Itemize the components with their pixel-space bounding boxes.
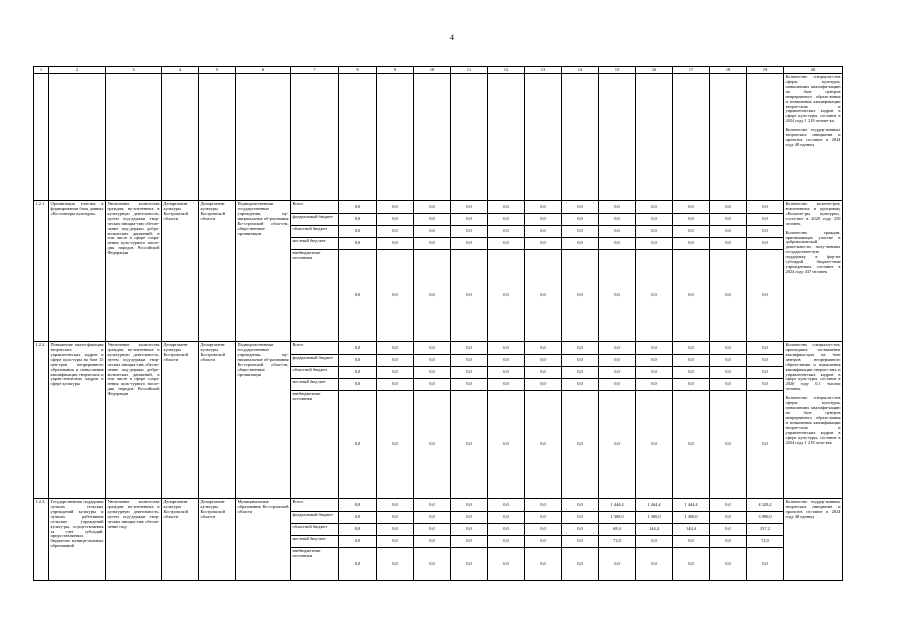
funding-value: 0,0 bbox=[339, 512, 377, 524]
funding-value: 0,0 bbox=[636, 250, 673, 342]
funding-value: 0,0 bbox=[525, 201, 562, 214]
column-number: 16 bbox=[636, 67, 673, 74]
funding-value: 0,0 bbox=[377, 250, 414, 342]
funding-source-label: федеральный бюджет bbox=[291, 214, 339, 226]
funding-value: 0,0 bbox=[710, 391, 747, 499]
funding-value: 0,0 bbox=[339, 524, 377, 536]
funding-value: 0,0 bbox=[339, 499, 377, 512]
funding-value: 0,0 bbox=[525, 238, 562, 250]
column-number: 1 bbox=[34, 67, 49, 74]
funding-value: 0,0 bbox=[636, 391, 673, 499]
funding-value: 0,0 bbox=[562, 512, 599, 524]
funding-value: 0,0 bbox=[710, 524, 747, 536]
funding-value: 0,0 bbox=[488, 367, 525, 379]
funding-value: 0,0 bbox=[562, 548, 599, 581]
funding-value: 0,0 bbox=[451, 512, 488, 524]
funding-value: 0,0 bbox=[673, 391, 710, 499]
funding-value: 0,0 bbox=[562, 214, 599, 226]
funding-value: 0,0 bbox=[488, 342, 525, 355]
funding-value: 0,0 bbox=[636, 342, 673, 355]
funding-value: 0,0 bbox=[673, 238, 710, 250]
funding-value: 0,0 bbox=[377, 512, 414, 524]
co-executor: Департамент культуры Костромской области bbox=[199, 342, 236, 499]
funding-value: 0,0 bbox=[710, 214, 747, 226]
funding-value: 0,0 bbox=[636, 355, 673, 367]
funding-value: 0,0 bbox=[377, 238, 414, 250]
co-executor: Департамент культуры Костромской области bbox=[199, 201, 236, 342]
participants: Муниципальные образования Ко-стромской области bbox=[236, 499, 291, 581]
activity-name: Повышение квали-фикации творческих и управленческих кадров в сфере куль-туры на базе 15 цен-тров непрерывного образования и повы-шения квалификации творческих и управ-ленческих кадров в сфере культуры bbox=[49, 342, 106, 499]
funding-value: 0,0 bbox=[562, 524, 599, 536]
funding-value: 0,0 bbox=[339, 355, 377, 367]
funding-value: 0,0 bbox=[710, 355, 747, 367]
funding-value: 0,0 bbox=[562, 238, 599, 250]
funding-value: 4 329,2 bbox=[747, 499, 784, 512]
funding-value: 0,0 bbox=[339, 379, 377, 391]
funding-value: 72,0 bbox=[599, 536, 636, 548]
activity-row bbox=[34, 499, 843, 512]
funding-value: 0,0 bbox=[488, 512, 525, 524]
funding-value: 0,0 bbox=[414, 238, 451, 250]
funding-value: 0,0 bbox=[339, 548, 377, 581]
funding-value: 0,0 bbox=[710, 238, 747, 250]
column-number: 19 bbox=[747, 67, 784, 74]
column-number: 15 bbox=[599, 67, 636, 74]
funding-value: 0,0 bbox=[525, 499, 562, 512]
funding-value: 0,0 bbox=[599, 355, 636, 367]
activity-number: 1.2.1. bbox=[34, 201, 49, 342]
funding-value: 0,0 bbox=[377, 342, 414, 355]
funding-value: 0,0 bbox=[339, 250, 377, 342]
column-number: 20 bbox=[784, 67, 843, 74]
funding-source-label: местный бюд-жет bbox=[291, 536, 339, 548]
funding-value: 1 300,0 bbox=[636, 512, 673, 524]
funding-value: 0,0 bbox=[377, 391, 414, 499]
responsible-executor: Департамент культуры Костромской области bbox=[162, 499, 199, 581]
funding-value: 0,0 bbox=[747, 201, 784, 214]
funding-value: 0,0 bbox=[451, 250, 488, 342]
funding-value: 0,0 bbox=[414, 524, 451, 536]
funding-value: 0,0 bbox=[451, 201, 488, 214]
funding-value: 0,0 bbox=[747, 214, 784, 226]
funding-value: 0,0 bbox=[562, 342, 599, 355]
result-paragraph: Количество поддер-жанных творческих инициатив и проектов составит в 2024 году 48 единиц bbox=[785, 127, 841, 147]
funding-value: 144,4 bbox=[636, 524, 673, 536]
funding-value: 0,0 bbox=[377, 499, 414, 512]
funding-value: 0,0 bbox=[636, 214, 673, 226]
result-paragraph: Количество волонте-ров, вовлеченных в программу «Волонте-ры культуры», соста-вит в 2020 году 250 человек. bbox=[785, 201, 841, 226]
funding-value: 0,0 bbox=[488, 536, 525, 548]
funding-value: 0,0 bbox=[599, 214, 636, 226]
funding-value: 0,0 bbox=[339, 214, 377, 226]
funding-value: 0,0 bbox=[562, 367, 599, 379]
funding-value: 0,0 bbox=[488, 499, 525, 512]
funding-value: 0,0 bbox=[747, 238, 784, 250]
funding-value: 0,0 bbox=[747, 379, 784, 391]
funding-value: 0,0 bbox=[414, 536, 451, 548]
funding-value: 0,0 bbox=[599, 250, 636, 342]
funding-value: 0,0 bbox=[377, 379, 414, 391]
funding-source-label: Всего bbox=[291, 499, 339, 512]
activity-name: Государственная поддержка лучших сельских учреждений культуры и лучших работников сельских учреждений культу-ры, осуществляемая за счет субсидий, предоставляемых бюджетам муници-пальных образований bbox=[49, 499, 106, 581]
co-executor: Департамент культуры Костромской области bbox=[199, 499, 236, 581]
funding-value: 0,0 bbox=[673, 536, 710, 548]
responsible-executor: Департамент культуры Костромской области bbox=[162, 201, 199, 342]
funding-value: 144,4 bbox=[673, 524, 710, 536]
column-number-row bbox=[34, 67, 843, 74]
funding-value: 0,0 bbox=[747, 342, 784, 355]
funding-value: 1 300,0 bbox=[673, 512, 710, 524]
funding-value: 0,0 bbox=[710, 201, 747, 214]
funding-value: 0,0 bbox=[451, 342, 488, 355]
funding-value: 0,0 bbox=[636, 238, 673, 250]
column-number: 13 bbox=[525, 67, 562, 74]
funding-value: 0,0 bbox=[525, 214, 562, 226]
funding-value: 0,0 bbox=[636, 226, 673, 238]
funding-value: 1 444,4 bbox=[636, 499, 673, 512]
continuation-row bbox=[34, 74, 843, 201]
funding-value: 0,0 bbox=[525, 379, 562, 391]
funding-value: 0,0 bbox=[710, 548, 747, 581]
funding-value: 0,0 bbox=[599, 391, 636, 499]
result-paragraph: Количество специали-стов, прошедших по-вышение квалифика-ции на базе центров непрерывного образо-вания и повышения квалификации творчес-ких и управленческих кадров в сфере куль-туры, составит в 2020 году 0,1 тысячи человек. bbox=[785, 342, 841, 392]
responsible-executor: Департамент культуры Костромской области bbox=[162, 342, 199, 499]
program-table bbox=[33, 66, 843, 581]
funding-source-label: внебюджетные источники bbox=[291, 548, 339, 581]
funding-value: 0,0 bbox=[377, 548, 414, 581]
column-number: 14 bbox=[562, 67, 599, 74]
funding-value: 0,0 bbox=[488, 391, 525, 499]
funding-value: 1 444,4 bbox=[599, 499, 636, 512]
funding-value: 0,0 bbox=[599, 548, 636, 581]
result-paragraph: Количество специали-стов сферы культуры, повысивших квалифи-кацию на базе центров непрерывного образо-вания и повышения квалификации творче-ских и управленческих кадров в сфере куль-туры, составит в 2024 году 1 218 чело-век bbox=[785, 395, 841, 445]
funding-value: 0,0 bbox=[673, 355, 710, 367]
funding-value: 0,0 bbox=[525, 524, 562, 536]
funding-value: 0,0 bbox=[525, 536, 562, 548]
funding-value: 0,0 bbox=[710, 512, 747, 524]
funding-value: 0,0 bbox=[488, 524, 525, 536]
funding-value: 0,0 bbox=[414, 391, 451, 499]
funding-value: 0,0 bbox=[562, 391, 599, 499]
funding-value: 0,0 bbox=[488, 238, 525, 250]
funding-value: 0,0 bbox=[562, 250, 599, 342]
funding-value: 357,2 bbox=[747, 524, 784, 536]
funding-value: 0,0 bbox=[339, 238, 377, 250]
result-paragraph: Количество поддер-жанных творческих инициатив и проектов составит в 2024 году 48 единиц bbox=[785, 499, 841, 519]
funding-value: 0,0 bbox=[599, 342, 636, 355]
funding-value: 0,0 bbox=[414, 367, 451, 379]
funding-value: 0,0 bbox=[710, 379, 747, 391]
funding-source-label: федеральный бюджет bbox=[291, 355, 339, 367]
funding-source-label: внебюджетные источники bbox=[291, 250, 339, 342]
funding-value: 0,0 bbox=[747, 391, 784, 499]
expected-result-cell bbox=[784, 201, 843, 342]
funding-value: 0,0 bbox=[451, 238, 488, 250]
funding-value: 0,0 bbox=[488, 250, 525, 342]
expected-result-cell bbox=[784, 342, 843, 499]
column-number: 12 bbox=[488, 67, 525, 74]
column-number: 4 bbox=[162, 67, 199, 74]
funding-value: 0,0 bbox=[599, 238, 636, 250]
column-number: 2 bbox=[49, 67, 106, 74]
funding-value: 0,0 bbox=[488, 214, 525, 226]
activity-row bbox=[34, 201, 843, 214]
column-number: 18 bbox=[710, 67, 747, 74]
funding-source-label: областной бюджет bbox=[291, 226, 339, 238]
funding-value: 0,0 bbox=[488, 379, 525, 391]
expected-result-cell bbox=[784, 74, 843, 201]
funding-value: 0,0 bbox=[414, 226, 451, 238]
funding-source-label: местный бюд-жет bbox=[291, 238, 339, 250]
funding-value: 0,0 bbox=[339, 201, 377, 214]
funding-value: 0,0 bbox=[451, 536, 488, 548]
funding-value: 0,0 bbox=[562, 379, 599, 391]
funding-value: 0,0 bbox=[488, 226, 525, 238]
funding-value: 0,0 bbox=[710, 226, 747, 238]
funding-value: 0,0 bbox=[339, 342, 377, 355]
funding-value: 0,0 bbox=[710, 367, 747, 379]
column-number: 5 bbox=[199, 67, 236, 74]
funding-value: 0,0 bbox=[562, 226, 599, 238]
funding-value: 0,0 bbox=[488, 355, 525, 367]
funding-value: 0,0 bbox=[414, 512, 451, 524]
funding-value: 0,0 bbox=[673, 201, 710, 214]
funding-value: 0,0 bbox=[562, 499, 599, 512]
funding-value: 0,0 bbox=[673, 226, 710, 238]
funding-value: 0,0 bbox=[451, 226, 488, 238]
funding-value: 0,0 bbox=[599, 226, 636, 238]
funding-value: 0,0 bbox=[414, 214, 451, 226]
funding-value: 0,0 bbox=[673, 548, 710, 581]
funding-value: 0,0 bbox=[747, 367, 784, 379]
funding-value: 1 300,0 bbox=[599, 512, 636, 524]
funding-value: 0,0 bbox=[747, 226, 784, 238]
funding-value: 0,0 bbox=[562, 355, 599, 367]
participants: Подведомственные государственные учреждения, му-ниципальные об-разования Ко-стромской обла-сти, общественные организации bbox=[236, 201, 291, 342]
funding-value: 0,0 bbox=[451, 214, 488, 226]
funding-value: 0,0 bbox=[488, 201, 525, 214]
funding-value: 0,0 bbox=[451, 391, 488, 499]
funding-value: 0,0 bbox=[451, 367, 488, 379]
funding-value: 0,0 bbox=[599, 379, 636, 391]
column-number: 9 bbox=[377, 67, 414, 74]
funding-value: 0,0 bbox=[414, 342, 451, 355]
funding-value: 0,0 bbox=[673, 214, 710, 226]
funding-value: 1 444,4 bbox=[673, 499, 710, 512]
funding-value: 0,0 bbox=[636, 548, 673, 581]
funding-source-label: Всего bbox=[291, 201, 339, 214]
funding-source-label: местный бюд-жет bbox=[291, 379, 339, 391]
column-number: 11 bbox=[451, 67, 488, 74]
funding-value: 0,0 bbox=[414, 201, 451, 214]
funding-value: 0,0 bbox=[525, 548, 562, 581]
funding-value: 0,0 bbox=[562, 201, 599, 214]
activity-row bbox=[34, 342, 843, 355]
funding-value: 72,0 bbox=[747, 536, 784, 548]
result-paragraph: Количество специали-стов сферы культуры, повысивших квалифи-кацию на базе центров непрерывного образо-вания и повышения квалификации творче-ских и управленческих кадров в сфере куль-туры, составит в 2024 году 1 218 челове-ка. bbox=[785, 74, 841, 124]
funding-value: 0,0 bbox=[525, 355, 562, 367]
funding-value: 0,0 bbox=[339, 536, 377, 548]
activity-goal: Увеличение количества граждан, во-влеченных в культурную деятельность, путем под-держки твор-ческих инициа-тив; обеспе-чение под- bbox=[106, 499, 162, 581]
funding-value: 0,0 bbox=[377, 226, 414, 238]
funding-value: 0,0 bbox=[414, 250, 451, 342]
expected-result-cell bbox=[784, 499, 843, 581]
funding-value: 0,0 bbox=[377, 355, 414, 367]
funding-value: 0,0 bbox=[525, 342, 562, 355]
funding-value: 0,0 bbox=[339, 367, 377, 379]
funding-value: 0,0 bbox=[414, 355, 451, 367]
funding-value: 0,0 bbox=[451, 499, 488, 512]
funding-value: 0,0 bbox=[451, 548, 488, 581]
activity-number: 1.2.3. bbox=[34, 499, 49, 581]
funding-value: 0,0 bbox=[339, 226, 377, 238]
funding-value: 0,0 bbox=[525, 391, 562, 499]
funding-value: 0,0 bbox=[525, 250, 562, 342]
column-number: 3 bbox=[106, 67, 162, 74]
result-paragraph: Количество граждан, принимающих участие в добровольческой деятельности, полу-чивших государствен-ную поддержку в фор-ме субсидий бюджет-ным учреждениям, составит в 2024 году 437 человек bbox=[785, 229, 841, 274]
funding-value: 0,0 bbox=[377, 201, 414, 214]
activity-goal: Увеличение количества граждан, во-влеченных в культурную деятельность, путем под-держки твор-ческих инициа-тив; обеспе-чение под-держки добро-вольческих движений, в том числе в сфере сохра-нения куль-турного насле-дия народов Российской Федерации bbox=[106, 201, 162, 342]
funding-value: 3 900,0 bbox=[747, 512, 784, 524]
funding-value: 0,0 bbox=[525, 367, 562, 379]
funding-value: 0,0 bbox=[673, 250, 710, 342]
funding-value: 0,0 bbox=[747, 355, 784, 367]
funding-value: 0,0 bbox=[377, 214, 414, 226]
funding-source-label: Всего bbox=[291, 342, 339, 355]
column-number: 7 bbox=[291, 67, 339, 74]
funding-value: 0,0 bbox=[673, 342, 710, 355]
funding-value: 0,0 bbox=[451, 355, 488, 367]
funding-value: 0,0 bbox=[377, 536, 414, 548]
funding-source-label: областной бюджет bbox=[291, 524, 339, 536]
funding-value: 0,0 bbox=[747, 250, 784, 342]
funding-value: 0,0 bbox=[673, 379, 710, 391]
funding-value: 0,0 bbox=[710, 342, 747, 355]
column-number: 10 bbox=[414, 67, 451, 74]
funding-value: 0,0 bbox=[599, 201, 636, 214]
funding-value: 0,0 bbox=[562, 536, 599, 548]
page-number: 4 bbox=[450, 33, 454, 42]
funding-value: 0,0 bbox=[488, 548, 525, 581]
funding-value: 0,0 bbox=[414, 548, 451, 581]
funding-value: 0,0 bbox=[339, 391, 377, 499]
funding-value: 0,0 bbox=[525, 512, 562, 524]
funding-value: 0,0 bbox=[673, 367, 710, 379]
column-number: 8 bbox=[339, 67, 377, 74]
funding-source-label: федеральный бюджет bbox=[291, 512, 339, 524]
funding-source-label: областной бюджет bbox=[291, 367, 339, 379]
funding-value: 0,0 bbox=[599, 367, 636, 379]
funding-value: 0,0 bbox=[414, 499, 451, 512]
participants: Подведомственные государственные учреждения, му-ниципальные об-разования Ко-стромской обла-сти, общественные организации bbox=[236, 342, 291, 499]
column-number: 17 bbox=[673, 67, 710, 74]
funding-value: 68,4 bbox=[599, 524, 636, 536]
funding-value: 0,0 bbox=[636, 536, 673, 548]
funding-value: 0,0 bbox=[636, 367, 673, 379]
column-number: 6 bbox=[236, 67, 291, 74]
activity-goal: Увеличение количества граждан, во-влеченных в культурную деятельность, путем под-держки твор-ческих инициа-тив; обеспе-чение под-держки добро-вольческих движений, в том числе в сфере сохра-нения куль-турного насле-дия народов Российской Федерации bbox=[106, 342, 162, 499]
funding-value: 0,0 bbox=[451, 379, 488, 391]
funding-value: 0,0 bbox=[747, 548, 784, 581]
funding-value: 0,0 bbox=[636, 379, 673, 391]
funding-value: 0,0 bbox=[525, 226, 562, 238]
funding-value: 0,0 bbox=[710, 536, 747, 548]
funding-value: 0,0 bbox=[710, 250, 747, 342]
funding-value: 0,0 bbox=[377, 367, 414, 379]
funding-value: 0,0 bbox=[414, 379, 451, 391]
activity-name: Организация участия в формировании базы данных «Во-лонтеры культуры» bbox=[49, 201, 106, 342]
funding-value: 0,0 bbox=[451, 524, 488, 536]
funding-source-label: внебюджетные источники bbox=[291, 391, 339, 499]
funding-value: 0,0 bbox=[636, 201, 673, 214]
activity-number: 1.2.2. bbox=[34, 342, 49, 499]
funding-value: 0,0 bbox=[710, 499, 747, 512]
funding-value: 0,0 bbox=[377, 524, 414, 536]
